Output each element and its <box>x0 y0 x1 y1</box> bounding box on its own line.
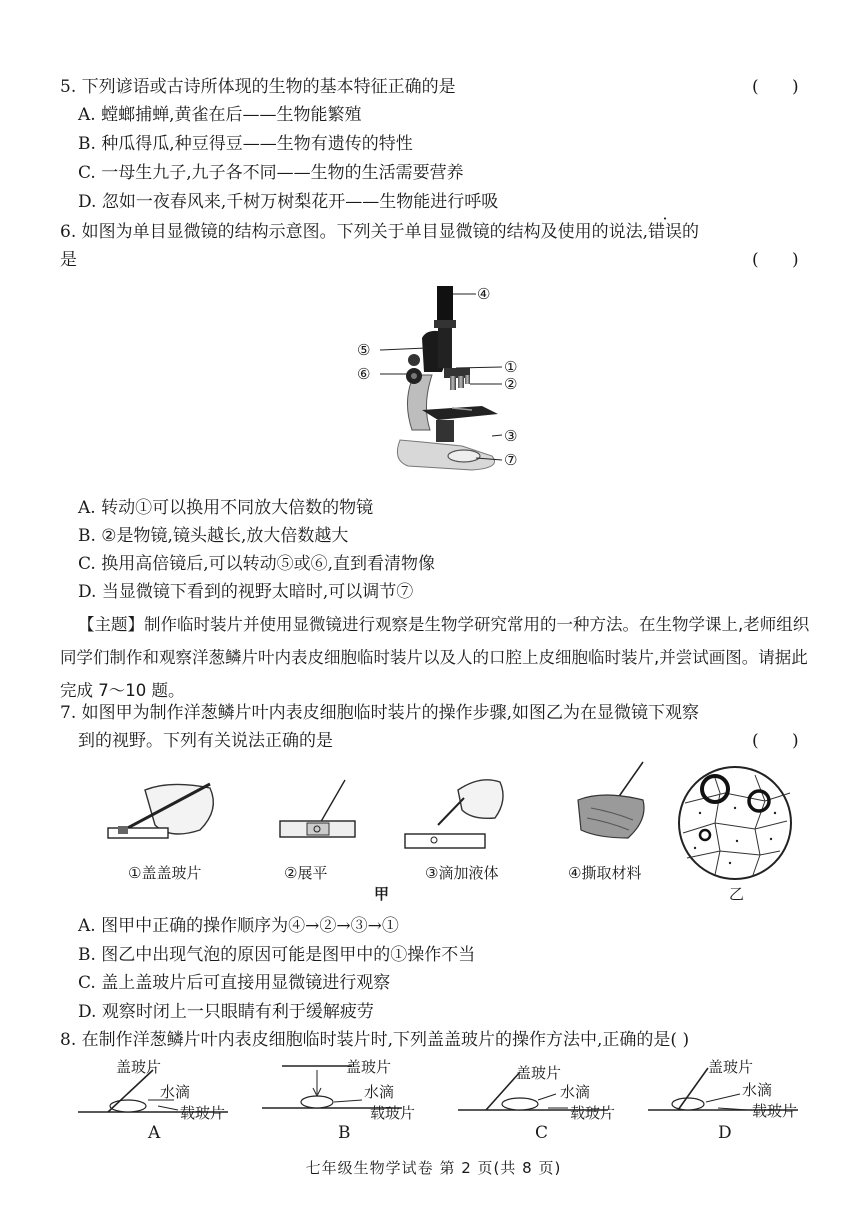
q7-stem-line1: 7. 如图甲为制作洋葱鳞片叶内表皮细胞临时装片的操作步骤,如图乙为在显微镜下观察 <box>60 703 700 723</box>
label-2: ② <box>504 375 518 393</box>
q6-stem-part1: 6. 如图为单目显微镜的结构示意图。下列关于单目显微镜的结构及使用的说法, <box>60 222 649 242</box>
figure-label-yi: 乙 <box>729 885 745 903</box>
q5-option-a: A. 螳螂捕蝉,黄雀在后——生物能繁殖 <box>78 105 362 125</box>
step-cover-slip-illustration <box>100 770 230 850</box>
q6-stem-part2: 的 <box>682 222 700 242</box>
eyepiece <box>437 286 453 324</box>
q8-b-cover-label: 盖玻片 <box>346 1058 392 1076</box>
label-1: ① <box>504 358 518 376</box>
page-footer: 七年级生物学试卷 第 2 页(共 8 页) <box>305 1159 562 1177</box>
q7-option-a: A. 图甲中正确的操作顺序为④→②→③→① <box>78 916 399 936</box>
q7-answer-bracket[interactable]: ( ) <box>752 731 813 751</box>
q8-d-drop-label: 水滴 <box>742 1081 773 1099</box>
q8-b-drop-label: 水滴 <box>364 1083 395 1101</box>
label-3: ③ <box>504 427 518 445</box>
step-spread-illustration <box>275 775 365 855</box>
label-5: ⑤ <box>357 341 371 359</box>
q8-c-cover-label: 盖玻片 <box>516 1064 562 1082</box>
caption-step-1: ①盖盖玻片 <box>128 864 202 882</box>
q5-option-b: B. 种瓜得瓜,种豆得豆——生物有遗传的特性 <box>78 134 413 154</box>
topic-intro: 【主题】制作临时装片并使用显微镜进行观察是生物学研究常用的一种方法。在生物学课上,老师组织同学们制作和观察洋葱鳞片叶内表皮细胞临时装片以及人的口腔上皮细胞临时装片,并尝试画图。请据此完成 7～10 题。 <box>60 615 810 700</box>
label-7: ⑦ <box>504 451 518 469</box>
caption-step-2: ②展平 <box>284 864 328 882</box>
q8-option-c-letter[interactable]: C <box>535 1123 549 1143</box>
q6-stem-line2: 是 <box>60 250 77 270</box>
caption-step-3: ③滴加液体 <box>425 864 499 882</box>
q8-option-b-letter[interactable]: B <box>338 1123 351 1143</box>
q8-b-slide-label: 载玻片 <box>370 1104 416 1122</box>
q6-option-d: D. 当显微镜下看到的视野太暗时,可以调节⑦ <box>78 582 414 602</box>
q6-answer-bracket[interactable]: ( ) <box>752 250 813 270</box>
q6-stem <box>60 221 699 243</box>
q8-a-cover-label: 盖玻片 <box>116 1058 162 1076</box>
label-6: ⑥ <box>357 365 371 383</box>
label-4: ④ <box>477 285 491 303</box>
q8-a-slide-label: 载玻片 <box>180 1104 226 1122</box>
q8-c-slide-label: 载玻片 <box>570 1104 616 1122</box>
q6-option-b: B. ②是物镜,镜头越长,放大倍数越大 <box>78 526 349 546</box>
q5-option-c: C. 一母生九子,九子各不同——生物的生活需要营养 <box>78 163 464 183</box>
q8-stem: 8. 在制作洋葱鳞片叶内表皮细胞临时装片时,下列盖盖玻片的操作方法中,正确的是( ) <box>60 1030 690 1050</box>
q6-stem-emphasis: 错误 <box>648 222 683 242</box>
q8-option-a-letter[interactable]: A <box>148 1123 161 1143</box>
q5-option-d: D. 忽如一夜春风来,千树万树梨花开——生物能进行呼吸 <box>78 192 499 212</box>
q7-stem-line2: 到的视野。下列有关说法正确的是 <box>78 731 333 751</box>
q8-option-d-letter[interactable]: D <box>718 1123 732 1143</box>
reflector-mirror <box>448 450 480 462</box>
q8-d-cover-label: 盖玻片 <box>708 1058 754 1076</box>
q8-c-drop-label: 水滴 <box>560 1083 591 1101</box>
step-tear-material-illustration <box>573 760 663 840</box>
figure-label-jia: 甲 <box>374 885 390 903</box>
fine-focus-knob <box>408 354 420 366</box>
q6-option-c: C. 换用高倍镜后,可以转动⑤或⑥,直到看清物像 <box>78 554 436 574</box>
q8-d-slide-label: 载玻片 <box>752 1102 798 1120</box>
step-add-liquid-illustration <box>400 770 510 850</box>
q8-a-drop-label: 水滴 <box>160 1083 191 1101</box>
q5-stem: 5. 下列谚语或古诗所体现的生物的基本特征正确的是 <box>60 77 456 97</box>
caption-step-4: ④撕取材料 <box>568 864 642 882</box>
figure-yi-microscope-view <box>675 763 795 883</box>
q6-option-a: A. 转动①可以换用不同放大倍数的物镜 <box>78 498 374 518</box>
q7-option-c: C. 盖上盖玻片后可直接用显微镜进行观察 <box>78 973 391 993</box>
q5-answer-bracket[interactable]: ( ) <box>752 77 813 97</box>
microscope-figure <box>352 280 572 480</box>
q7-option-d: D. 观察时闭上一只眼睛有利于缓解疲劳 <box>78 1002 374 1022</box>
q7-option-b: B. 图乙中出现气泡的原因可能是图甲中的①操作不当 <box>78 945 476 965</box>
